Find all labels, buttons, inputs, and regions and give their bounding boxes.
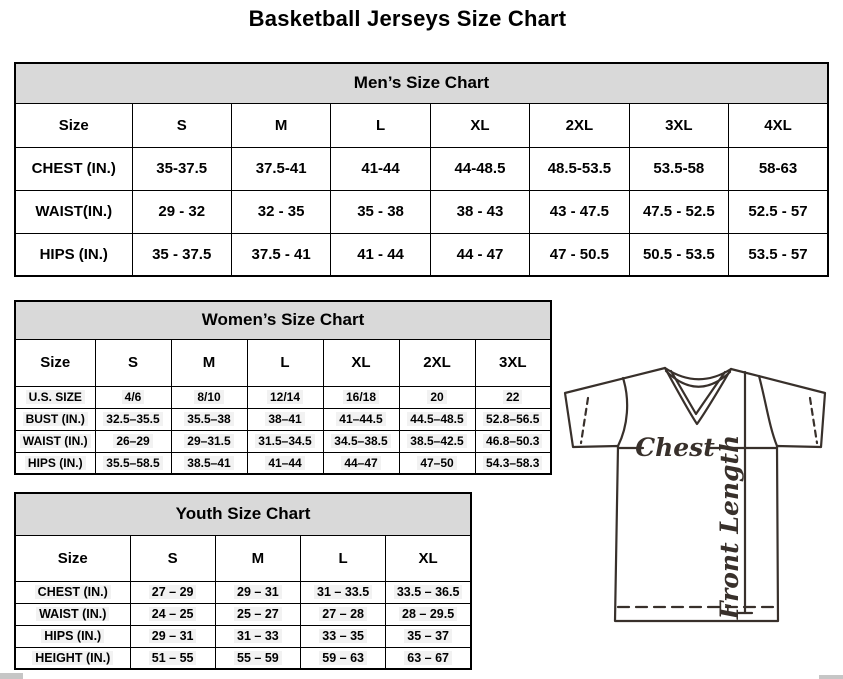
youth-table-row (15, 625, 471, 647)
size-value-cell: 44–47 (323, 452, 399, 474)
mens-column-header-m: M (231, 103, 330, 147)
size-value-cell: 44 - 47 (430, 233, 529, 276)
youth-size-column-header: Size (15, 535, 130, 581)
size-value-cell: 35 - 38 (331, 190, 430, 233)
size-value-cell: 48.5-53.5 (530, 147, 629, 190)
size-value-cell: 37.5-41 (231, 147, 330, 190)
size-value-cell: 55 – 59 (215, 647, 300, 669)
row-label: HIPS (IN.) (15, 452, 95, 474)
size-value-cell: 53.5 - 57 (729, 233, 828, 276)
size-value-cell: 33 – 35 (301, 625, 386, 647)
mens-column-header-4xl: 4XL (729, 103, 828, 147)
size-value-cell: 32 - 35 (231, 190, 330, 233)
row-label: HEIGHT (IN.) (15, 647, 130, 669)
row-label: BUST (IN.) (15, 408, 95, 430)
size-value-cell: 58-63 (729, 147, 828, 190)
womens-table-row (15, 452, 551, 474)
size-value-cell: 35.5–58.5 (95, 452, 171, 474)
size-value-cell: 27 – 28 (301, 603, 386, 625)
size-value-cell: 38.5–41 (171, 452, 247, 474)
size-value-cell: 41–44 (247, 452, 323, 474)
youth-column-header-m: M (215, 535, 300, 581)
mens-size-table (14, 62, 829, 277)
size-value-cell: 27 – 29 (130, 581, 215, 603)
womens-size-column-header: Size (15, 339, 95, 386)
size-value-cell: 16/18 (323, 386, 399, 408)
size-value-cell: 37.5 - 41 (231, 233, 330, 276)
womens-column-header-xl: XL (323, 339, 399, 386)
size-value-cell: 38.5–42.5 (399, 430, 475, 452)
mens-column-header-3xl: 3XL (629, 103, 728, 147)
size-value-cell: 31.5–34.5 (247, 430, 323, 452)
mens-column-header-xl: XL (430, 103, 529, 147)
size-value-cell: 51 – 55 (130, 647, 215, 669)
mens-size-column-header: Size (15, 103, 132, 147)
size-value-cell: 31 – 33 (215, 625, 300, 647)
size-value-cell: 41-44 (331, 147, 430, 190)
mens-column-header-2xl: 2XL (530, 103, 629, 147)
front-length-label: Front Length (715, 434, 744, 620)
cropped-ui-fragment-left (0, 673, 23, 679)
size-value-cell: 29–31.5 (171, 430, 247, 452)
row-label: WAIST (IN.) (15, 430, 95, 452)
womens-size-table (14, 300, 552, 475)
size-value-cell: 31 – 33.5 (301, 581, 386, 603)
size-value-cell: 24 – 25 (130, 603, 215, 625)
size-value-cell: 59 – 63 (301, 647, 386, 669)
size-value-cell: 35 – 37 (386, 625, 471, 647)
mens-column-header-s: S (132, 103, 231, 147)
size-value-cell: 35 - 37.5 (132, 233, 231, 276)
chest-label: Chest (635, 433, 715, 462)
page-title: Basketball Jerseys Size Chart (248, 6, 567, 31)
size-value-cell: 34.5–38.5 (323, 430, 399, 452)
size-value-cell: 41–44.5 (323, 408, 399, 430)
cropped-ui-fragment-right (819, 675, 843, 679)
youth-table-row (15, 647, 471, 669)
row-label: HIPS (IN.) (15, 625, 130, 647)
womens-column-header-s: S (95, 339, 171, 386)
size-value-cell: 44.5–48.5 (399, 408, 475, 430)
size-value-cell: 47 - 50.5 (530, 233, 629, 276)
mens-table-title: Men’s Size Chart (15, 63, 828, 103)
jersey-outline-shape (565, 368, 825, 621)
youth-table-row (15, 581, 471, 603)
youth-column-header-l: L (301, 535, 386, 581)
row-label: WAIST(IN.) (15, 190, 132, 233)
size-value-cell: 29 - 32 (132, 190, 231, 233)
mens-table-row (15, 233, 828, 276)
size-value-cell: 35.5–38 (171, 408, 247, 430)
womens-column-header-3xl: 3XL (475, 339, 551, 386)
size-value-cell: 43 - 47.5 (530, 190, 629, 233)
womens-table-row (15, 408, 551, 430)
size-value-cell: 35-37.5 (132, 147, 231, 190)
jersey-measurement-diagram (555, 350, 843, 630)
size-value-cell: 63 – 67 (386, 647, 471, 669)
size-value-cell: 33.5 – 36.5 (386, 581, 471, 603)
row-label: U.S. SIZE (15, 386, 95, 408)
size-value-cell: 25 – 27 (215, 603, 300, 625)
womens-column-header-l: L (247, 339, 323, 386)
size-value-cell: 26–29 (95, 430, 171, 452)
size-value-cell: 47–50 (399, 452, 475, 474)
size-value-cell: 20 (399, 386, 475, 408)
size-value-cell: 44-48.5 (430, 147, 529, 190)
size-value-cell: 50.5 - 53.5 (629, 233, 728, 276)
size-value-cell: 32.5–35.5 (95, 408, 171, 430)
size-value-cell: 46.8–50.3 (475, 430, 551, 452)
size-value-cell: 38 - 43 (430, 190, 529, 233)
size-value-cell: 12/14 (247, 386, 323, 408)
womens-column-header-2xl: 2XL (399, 339, 475, 386)
youth-size-table (14, 492, 472, 670)
size-value-cell: 47.5 - 52.5 (629, 190, 728, 233)
size-value-cell: 52.5 - 57 (729, 190, 828, 233)
row-label: CHEST (IN.) (15, 581, 130, 603)
size-value-cell: 4/6 (95, 386, 171, 408)
size-value-cell: 22 (475, 386, 551, 408)
size-value-cell: 52.8–56.5 (475, 408, 551, 430)
mens-column-header-l: L (331, 103, 430, 147)
size-value-cell: 41 - 44 (331, 233, 430, 276)
womens-table-row (15, 386, 551, 408)
row-label: CHEST (IN.) (15, 147, 132, 190)
youth-table-row (15, 603, 471, 625)
size-value-cell: 53.5-58 (629, 147, 728, 190)
size-value-cell: 8/10 (171, 386, 247, 408)
womens-column-header-m: M (171, 339, 247, 386)
mens-table-row (15, 190, 828, 233)
womens-table-row (15, 430, 551, 452)
mens-table-row (15, 147, 828, 190)
row-label: HIPS (IN.) (15, 233, 132, 276)
size-value-cell: 54.3–58.3 (475, 452, 551, 474)
size-value-cell: 38–41 (247, 408, 323, 430)
youth-column-header-s: S (130, 535, 215, 581)
youth-column-header-xl: XL (386, 535, 471, 581)
womens-table-title: Women’s Size Chart (15, 301, 551, 339)
row-label: WAIST (IN.) (15, 603, 130, 625)
youth-table-title: Youth Size Chart (15, 493, 471, 535)
size-value-cell: 28 – 29.5 (386, 603, 471, 625)
size-value-cell: 29 – 31 (215, 581, 300, 603)
size-value-cell: 29 – 31 (130, 625, 215, 647)
